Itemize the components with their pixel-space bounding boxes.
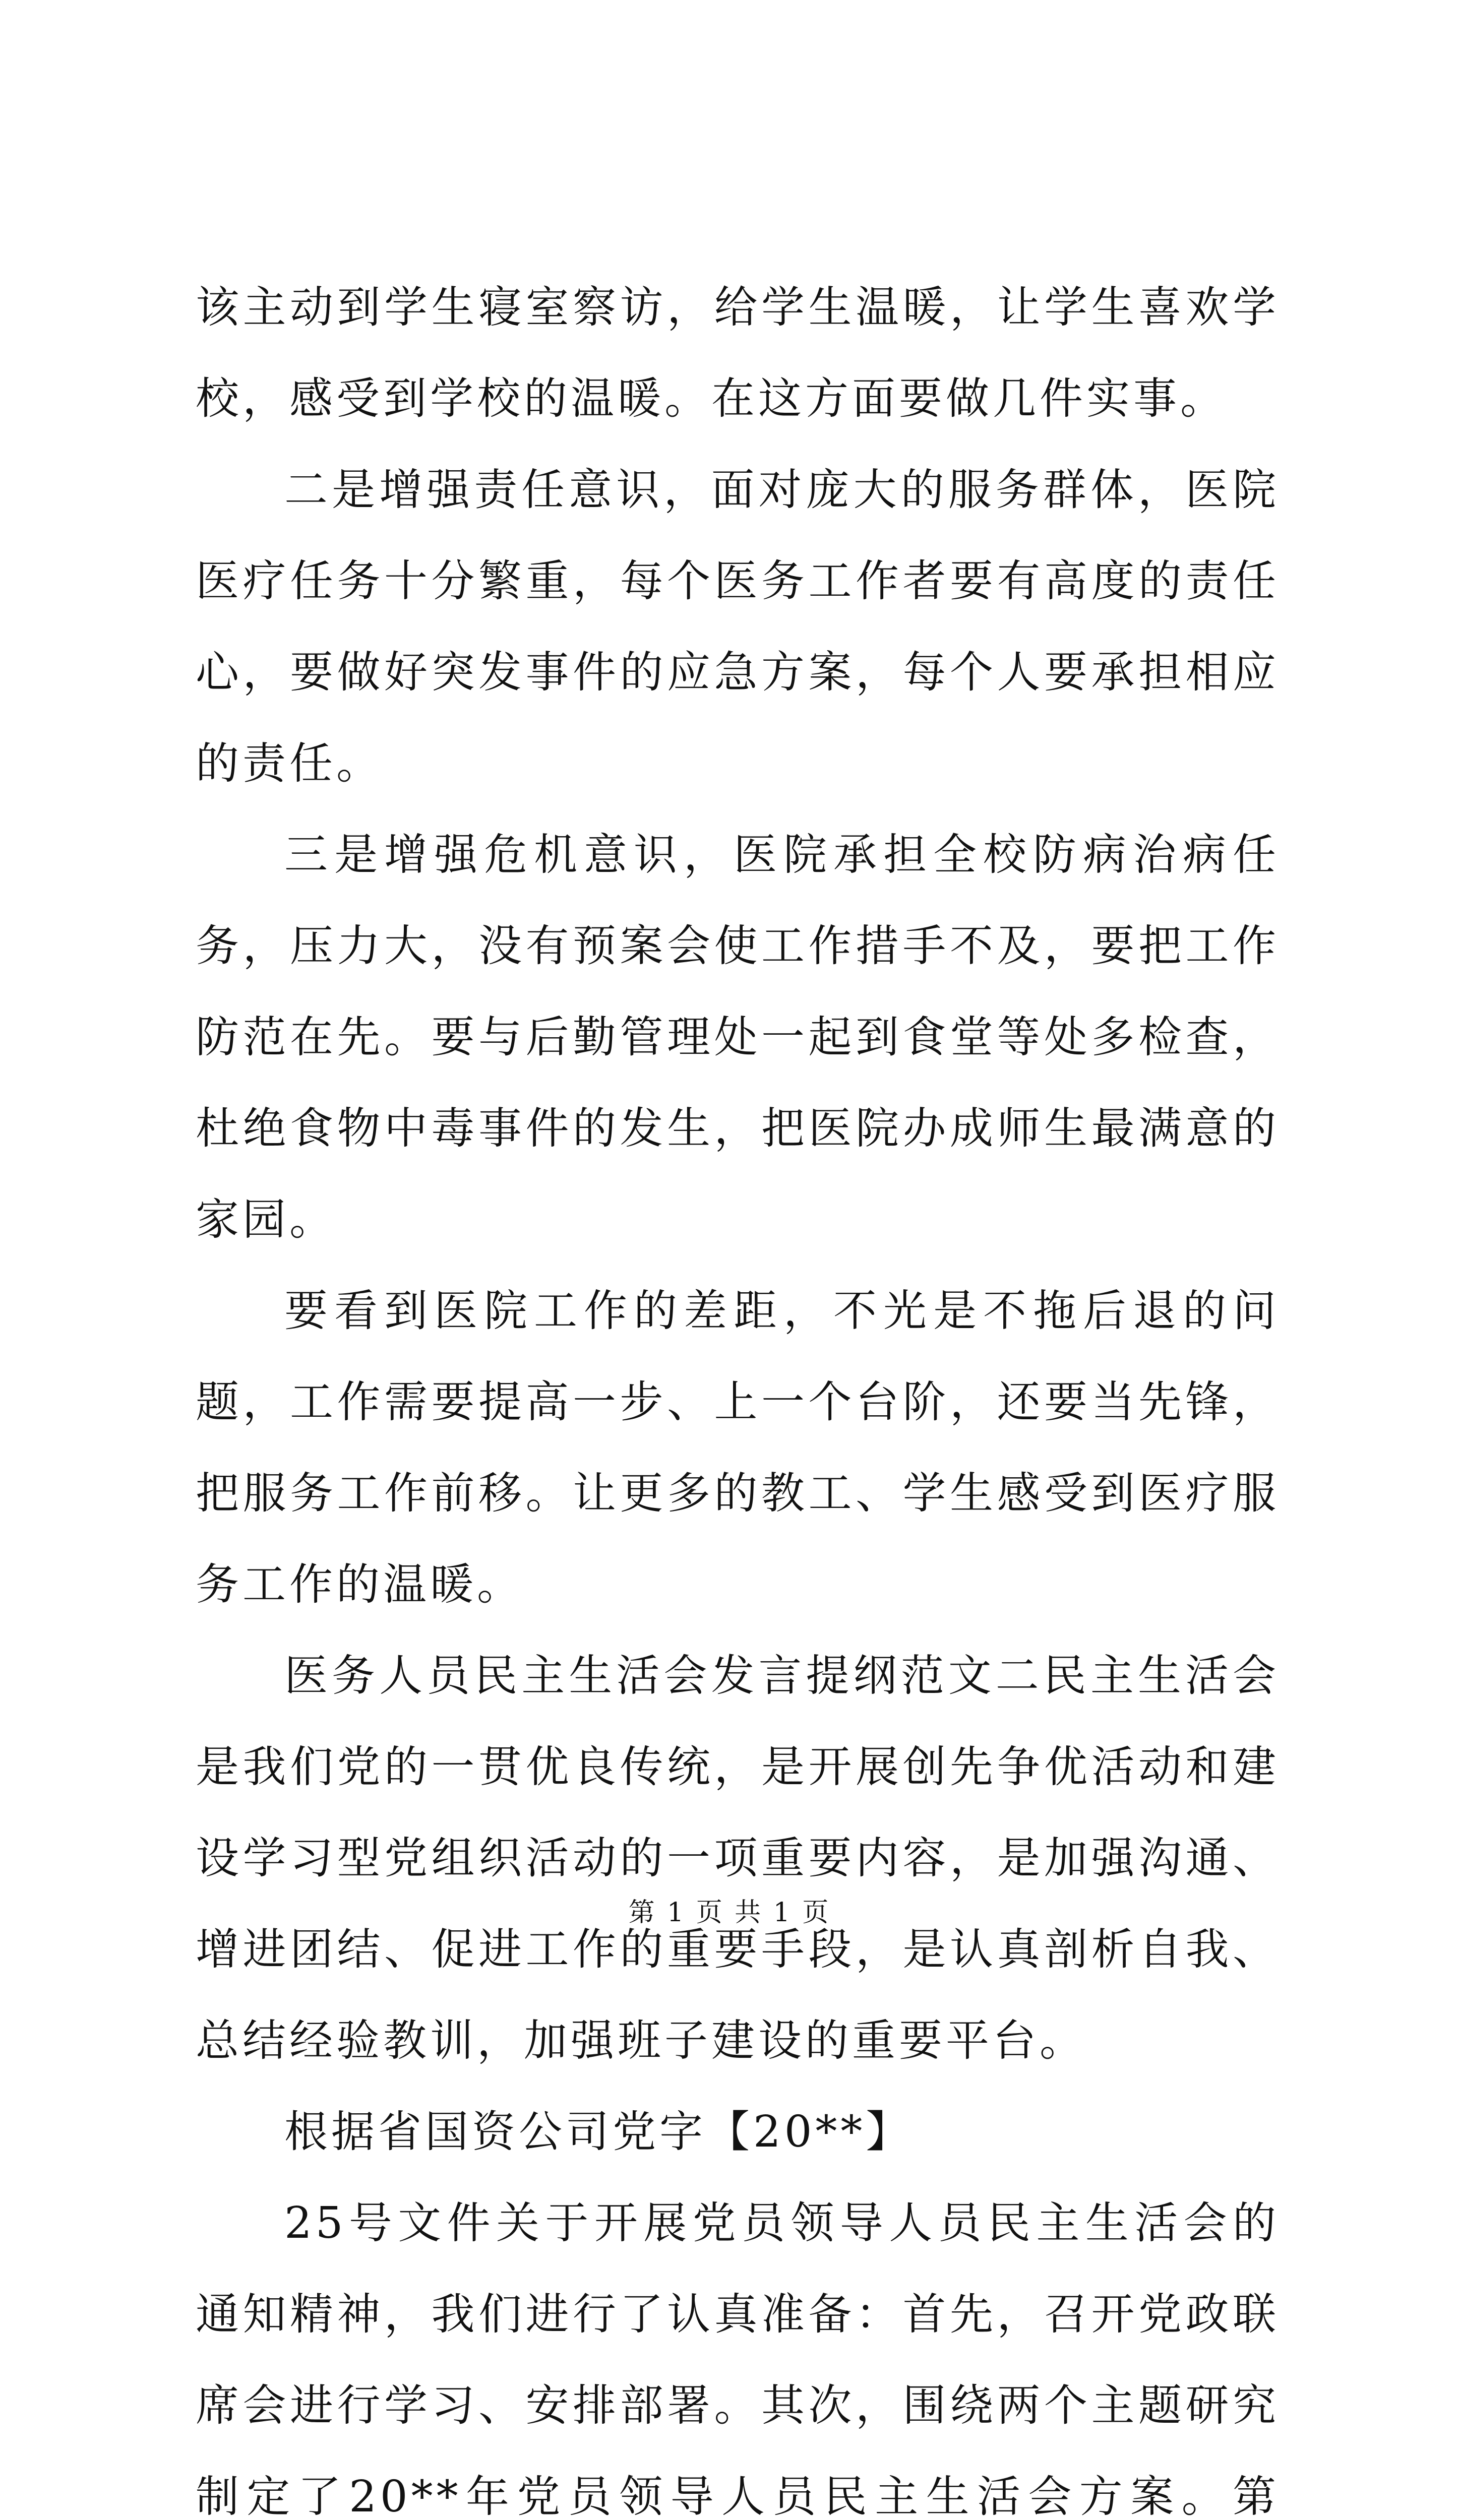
paragraph-5: 医务人员民主生活会发言提纲范文二民主生活会是我们党的一贯优良传统，是开展创先争优活动和建设学习型党组织活动的一项重要内容，是加强沟通、增进团结、促进工作的重要手段，是认真剖析自我、总结经验教训，加强班子建设的重要平台。 — [196, 1651, 1280, 2066]
paragraph-4: 要看到医院工作的差距，不光是不拖后退的问题，工作需要提高一步、上一个台阶，还要当先锋，把服务工作前移。让更多的教工、学生感受到医疗服务工作的温暖。 — [196, 1286, 1280, 1610]
page-footer — [0, 1895, 1459, 1930]
paragraph-1: 该主动到学生寝室察访，给学生温暖，让学生喜欢学校，感受到学校的温暖。在这方面要做几件实事。 — [196, 282, 1280, 424]
paragraph-3: 三是增强危机意识，医院承担全校防病治病任务，压力大，没有预案会使工作措手不及，要把工作防范在先。要与后勤管理处一起到食堂等处多检查，杜绝食物中毒事件的发生，把医院办成师生最满意的家园。 — [196, 830, 1280, 1245]
paragraph-6: 根据省国资公司党字【20**】 — [284, 2107, 913, 2157]
document-body — [196, 262, 1280, 2520]
paragraph-7: 25号文件关于开展党员领导人员民主生活会的通知精神，我们进行了认真准备：首先，召开党政联席会进行学习、安排部署。其次，围绕两个主题研究制定了20**年党员领导人员民主生活会方案。第 — [196, 2198, 1280, 2520]
page-number-label: 第 1 页 共 1 页 — [628, 1898, 831, 1928]
paragraph-2: 二是增强责任意识，面对庞大的服务群体，医院医疗任务十分繁重，每个医务工作者要有高度的责任心，要做好突发事件的应急方案，每个人要承担相应的责任。 — [196, 465, 1280, 789]
